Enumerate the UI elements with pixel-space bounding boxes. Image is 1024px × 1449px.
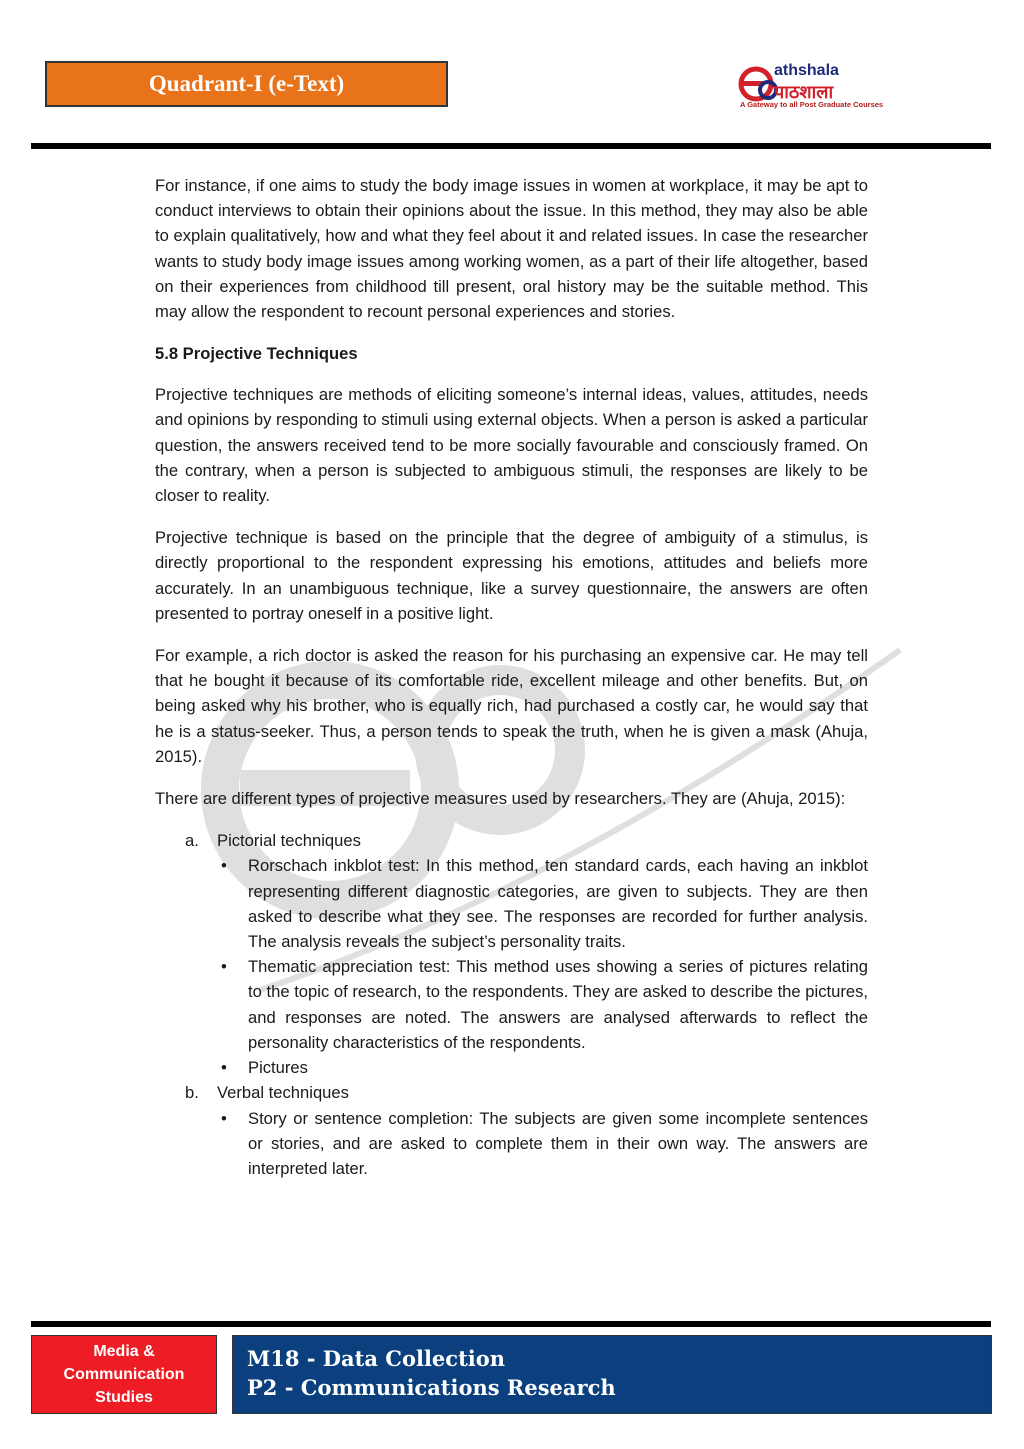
epathshala-logo xyxy=(738,60,884,112)
bullet-story-completion xyxy=(155,1106,868,1182)
bullet-text: Thematic appreciation test: This method uses showing a series of pictures relating to the topic of research, to the respondents. They are asked to describe the pictures, and responses are noted. The answers are analysed afterwards to reflect the personality characteristics of the respondents. xyxy=(248,957,868,1052)
bullet-text: Story or sentence completion: The subjects are given some incomplete sentences or stories, and are asked to complete them in their own way. The answers are interpreted later. xyxy=(248,1108,868,1178)
subject-box xyxy=(31,1335,217,1414)
bullet-icon: • xyxy=(221,1058,227,1078)
subject-line: Communication xyxy=(63,1366,185,1383)
logo-tagline: A Gateway to all Post Graduate Courses xyxy=(740,100,884,109)
section-heading: 5.8 Projective Techniques xyxy=(155,344,358,364)
list-label-pictorial: Pictorial techniques xyxy=(217,831,361,851)
logo-brand-hindi: पाठशाला xyxy=(774,82,834,103)
bullet-pictures xyxy=(155,1055,868,1080)
list-letter-b: b. xyxy=(185,1083,199,1103)
paragraph-definition: Projective techniques are methods of eliciting someone’s internal ideas, values, attitudes, needs and opinions by responding to stimuli using external objects. When a person is asked a particular question, the answers received tend to be more socially favourable and consciously framed. On the contrary, when a person is subjected to ambiguous stimuli, the responses are likely to be closer to reality. xyxy=(155,385,868,506)
subject-line: Media & xyxy=(93,1343,155,1360)
list-letter-a: a. xyxy=(185,831,199,851)
module-title: M18 - Data Collection xyxy=(247,1346,506,1371)
bullet-text: Pictures xyxy=(248,1058,308,1078)
quadrant-label-box xyxy=(45,61,448,107)
bullet-thematic xyxy=(155,954,868,1055)
bullet-icon: • xyxy=(221,957,227,977)
main-content xyxy=(155,173,868,1181)
list-item-pictorial xyxy=(155,828,868,853)
paragraph-intro: For instance, if one aims to study the body image issues in women at workplace, it may be apt to conduct interviews to obtain their opinions about the issue. In this method, they may also be able to explain qualitatively, how and what they feel about it and related issues. In case the researcher wants to study body image issues among working women, as a part of their life altogether, based on their experiences from childhood till present, oral history may be the suitable method. This may allow the respondent to recount personal experiences and stories. xyxy=(155,176,868,322)
logo-brand-english: athshala xyxy=(774,62,839,79)
epathshala-logo-icon xyxy=(738,62,778,104)
paragraph-types-intro: There are different types of projective measures used by researchers. They are (Ahuja, 2015): xyxy=(155,789,846,809)
bullet-icon: • xyxy=(221,1108,227,1128)
list-item-verbal xyxy=(155,1080,868,1105)
paragraph-principle: Projective technique is based on the principle that the degree of ambiguity of a stimulus, is directly proportional to the respondent expressing his emotions, attitudes and beliefs more accurately. In an unambiguous technique, like a survey questionnaire, the answers are often presented to portray oneself in a positive light. xyxy=(155,528,868,623)
list-label-verbal: Verbal techniques xyxy=(217,1083,349,1103)
bullet-rorschach xyxy=(155,853,868,954)
quadrant-label: Quadrant-I (e-Text) xyxy=(148,71,345,96)
paragraph-example: For example, a rich doctor is asked the reason for his purchasing an expensive car. He may tell that he bought it because of its comfortable ride, excellent mileage and other benefits. But, on being asked why his brother, who is equally rich, had purchased a costly car, he would say that he is a status-seeker. Thus, a person tends to speak the truth, when he is given a mask (Ahuja, 2015). xyxy=(155,646,868,766)
subject-line: Studies xyxy=(95,1389,153,1406)
footer-divider xyxy=(31,1321,991,1327)
paper-title: P2 - Communications Research xyxy=(247,1375,616,1400)
bullet-icon: • xyxy=(221,856,227,876)
module-box xyxy=(232,1335,992,1414)
bullet-text: Rorschach inkblot test: In this method, ten standard cards, each having an inkblot representing different diagnostic categories, are given to subjects. They are then asked to describe what they see. The responses are recorded for further analysis. The analysis reveals the subject’s personality traits. xyxy=(248,856,868,952)
header-divider xyxy=(31,143,991,149)
